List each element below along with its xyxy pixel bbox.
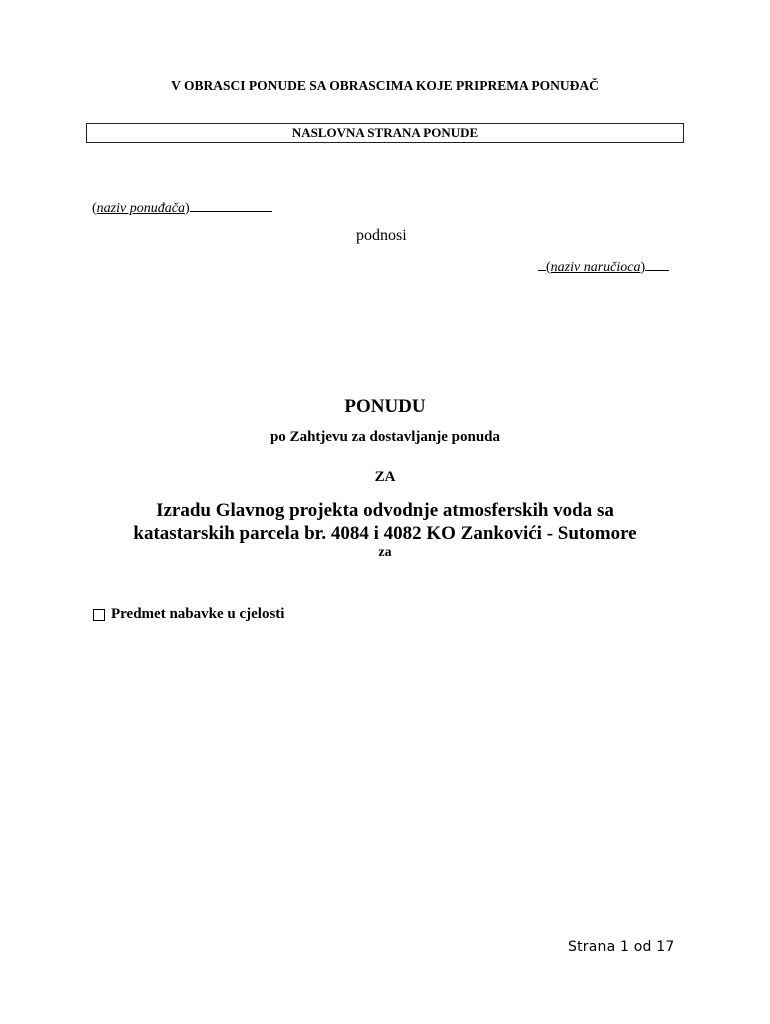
bidder-name-field xyxy=(92,199,272,217)
cover-page-title-box: NASLOVNA STRANA PONUDE xyxy=(86,123,684,143)
client-lead-line xyxy=(538,258,546,271)
submits-text: podnosi xyxy=(356,227,407,244)
bidder-name-label: naziv ponuđača xyxy=(96,201,185,216)
bidder-open-paren: ( xyxy=(92,201,97,216)
procurement-subject-line-2: katastarskih parcela br. 4084 i 4082 KO Zankovići - Sutomore xyxy=(133,523,637,544)
bidder-close-paren: ) xyxy=(184,201,190,216)
offer-title: PONUDU xyxy=(344,396,426,417)
procurement-subject xyxy=(0,499,770,545)
offer-for-lower-label: za xyxy=(378,545,392,560)
client-fill-line xyxy=(645,258,669,271)
client-name-label: naziv naručioca xyxy=(550,260,641,275)
client-close-paren: ) xyxy=(640,260,646,275)
offer-for-label: ZA xyxy=(374,469,396,485)
procurement-subject-line-1: Izradu Glavnog projekta odvodnje atmosferskih voda sa xyxy=(156,500,614,521)
offer-by-request: po Zahtjevu za dostavljanje ponuda xyxy=(269,429,501,445)
whole-procurement-label: Predmet nabavke u cjelosti xyxy=(111,606,285,622)
bidder-fill-line xyxy=(190,199,272,212)
section-heading: V OBRASCI PONUDE SA OBRASCIMA KOJE PRIPREMA PONUĐAČ xyxy=(171,78,599,93)
page-number: Strana 1 od 17 xyxy=(568,939,675,955)
client-open-paren: ( xyxy=(546,260,551,275)
whole-procurement-option[interactable] xyxy=(93,606,284,623)
client-name-field xyxy=(538,258,669,276)
checkbox-icon[interactable] xyxy=(93,609,105,621)
